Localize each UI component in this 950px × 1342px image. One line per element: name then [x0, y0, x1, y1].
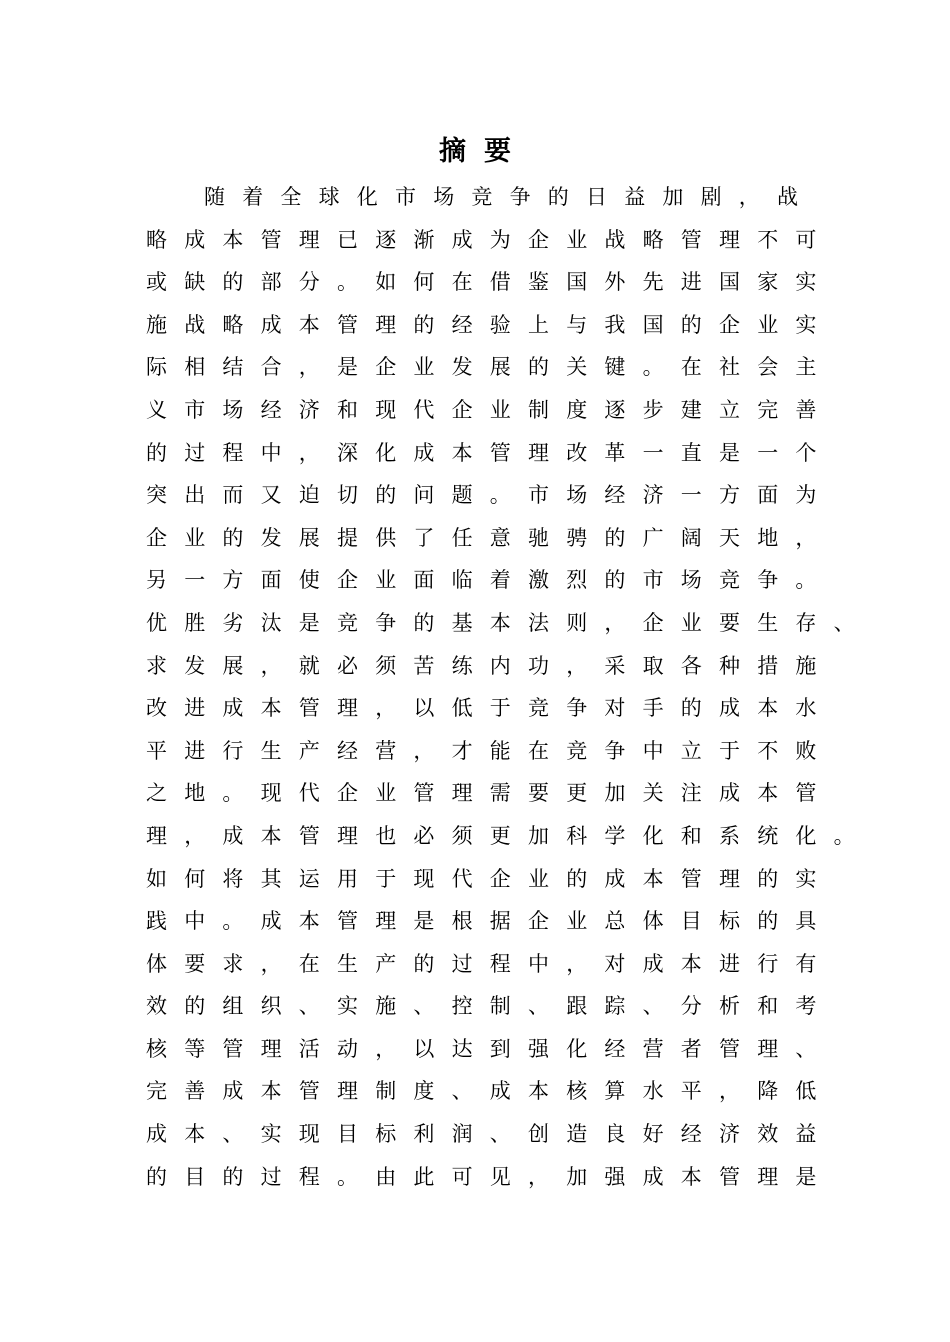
- text-line: 另一方面使企业面临着激烈的市场竞争。: [146, 568, 834, 593]
- text-line: 之地。现代企业管理需要更加关注成本管: [146, 781, 834, 806]
- text-line: 略成本管理已逐渐成为企业战略管理不可: [146, 227, 834, 252]
- text-line: 或缺的部分。如何在借鉴国外先进国家实: [146, 270, 834, 295]
- text-line: 随着全球化市场竞争的日益加剧，战: [204, 185, 816, 209]
- abstract-title: 摘要: [439, 136, 529, 167]
- text-line: 际相结合，是企业发展的关键。在社会主: [146, 355, 834, 380]
- text-line: 优胜劣汰是竞争的基本法则，企业要生存、: [146, 610, 872, 635]
- text-line: 践中。成本管理是根据企业总体目标的具: [146, 909, 834, 934]
- text-line: 如何将其运用于现代企业的成本管理的实: [146, 866, 834, 891]
- abstract-body: [146, 176, 872, 1198]
- text-line: 的过程中，深化成本管理改革一直是一个: [146, 440, 834, 465]
- text-line: 理，成本管理也必须更加科学化和系统化。: [146, 823, 872, 848]
- text-line: 体要求，在生产的过程中，对成本进行有: [146, 951, 834, 976]
- text-line: 的目的过程。由此可见，加强成本管理是: [146, 1164, 834, 1189]
- text-line: 核等管理活动，以达到强化经营者管理、: [146, 1036, 834, 1061]
- text-line: 改进成本管理，以低于竞争对手的成本水: [146, 696, 834, 721]
- text-line: 完善成本管理制度、成本核算水平，降低: [146, 1079, 834, 1104]
- text-line: 求发展，就必须苦练内功，采取各种措施: [146, 653, 834, 678]
- text-line: 义市场经济和现代企业制度逐步建立完善: [146, 397, 834, 422]
- text-line: 效的组织、实施、控制、跟踪、分析和考: [146, 994, 834, 1019]
- text-line: 平进行生产经营，才能在竞争中立于不败: [146, 738, 834, 763]
- text-line: 突出而又迫切的问题。市场经济一方面为: [146, 483, 834, 508]
- text-line: 企业的发展提供了任意驰骋的广阔天地，: [146, 525, 834, 550]
- text-line: 成本、实现目标利润、创造良好经济效益: [146, 1122, 834, 1147]
- text-line: 施战略成本管理的经验上与我国的企业实: [146, 312, 834, 337]
